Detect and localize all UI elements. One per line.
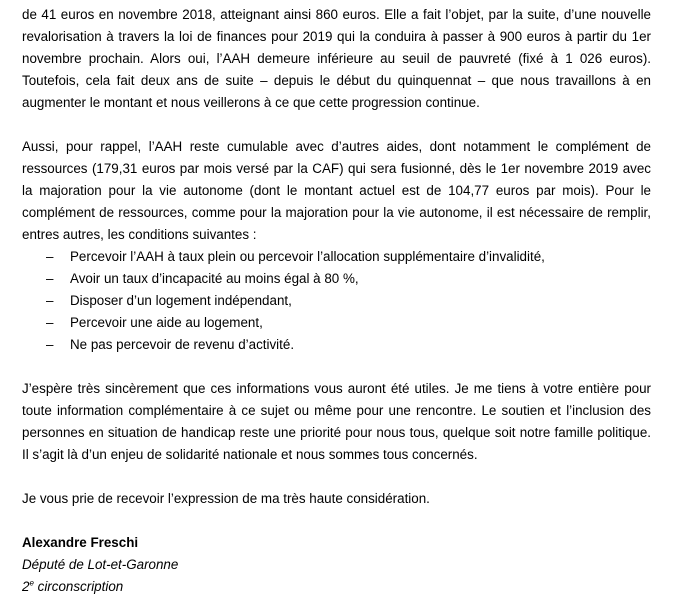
conditions-list	[22, 246, 651, 356]
paragraph-cumul-aides: Aussi, pour rappel, l’AAH reste cumulable avec d’autres aides, dont notamment le complément de ressources (179,31 euros par mois versé par la CAF) qui sera fusionné, dès le 1er novembre 2019 avec la majoration pour la vie autonome (dont le montant actuel est de 104,77 euros par mois). Pour le complément de ressources, comme pour la majoration pour la vie autonome, il est nécessaire de remplir, entres autres, les conditions suivantes :	[22, 139, 651, 242]
circ-superscript: e	[29, 578, 34, 588]
list-item	[22, 268, 651, 290]
list-item	[22, 290, 651, 312]
signature-name: Alexandre Freschi	[22, 535, 139, 550]
dash-bullet: –	[46, 271, 54, 286]
paragraph-gap	[22, 510, 651, 532]
circ-text: circonscription	[33, 579, 124, 594]
list-item	[22, 312, 651, 334]
list-item	[22, 334, 651, 356]
list-item-text: Percevoir une aide au logement,	[70, 315, 263, 330]
paragraph-conclusion: J’espère très sincèrement que ces informations vous auront été utiles. Je me tiens à votre entière pour toute information complémentaire à ce sujet ou même pour une rencontre. Le soutien et l’inclusion des personnes en situation de handicap reste une priorité pour nous tous, quelque soit notre famille politique. Il s’agit là d’un enjeu de solidarité nationale et nous sommes tous concernés.	[22, 381, 651, 462]
list-item-text: Percevoir l’AAH à taux plein ou percevoir l’allocation supplémentaire d’invalidité,	[70, 249, 545, 264]
circ-number: 2	[22, 579, 30, 594]
closing-formula: Je vous prie de recevoir l’expression de ma très haute considération.	[22, 491, 430, 506]
paragraph-gap	[22, 356, 651, 378]
paragraph-revalorisation: de 41 euros en novembre 2018, atteignant ainsi 860 euros. Elle a fait l’objet, par la suite, d’une nouvelle revalorisation à travers la loi de finances pour 2019 qui la conduira à passer à 900 euros à partir du 1er novembre prochain. Alors oui, l’AAH demeure inférieure au seuil de pauvreté (fixé à 1 026 euros). Toutefois, cela fait deux ans de suite – depuis le début du quinquennat – que nous travaillons à en augmenter le montant et nous veillerons à ce que cette progression continue.	[22, 7, 651, 110]
list-item-text: Avoir un taux d’incapacité au moins égal à 80 %,	[70, 271, 359, 286]
list-item-text: Disposer d’un logement indépendant,	[70, 293, 292, 308]
dash-bullet: –	[46, 315, 54, 330]
dash-bullet: –	[46, 293, 54, 308]
list-item-text: Ne pas percevoir de revenu d’activité.	[70, 337, 295, 352]
signature-circonscription	[22, 576, 651, 598]
signature-title: Député de Lot-et-Garonne	[22, 557, 179, 572]
dash-bullet: –	[46, 249, 54, 264]
list-item	[22, 246, 651, 268]
dash-bullet: –	[46, 337, 54, 352]
paragraph-gap	[22, 114, 651, 136]
paragraph-gap	[22, 466, 651, 488]
